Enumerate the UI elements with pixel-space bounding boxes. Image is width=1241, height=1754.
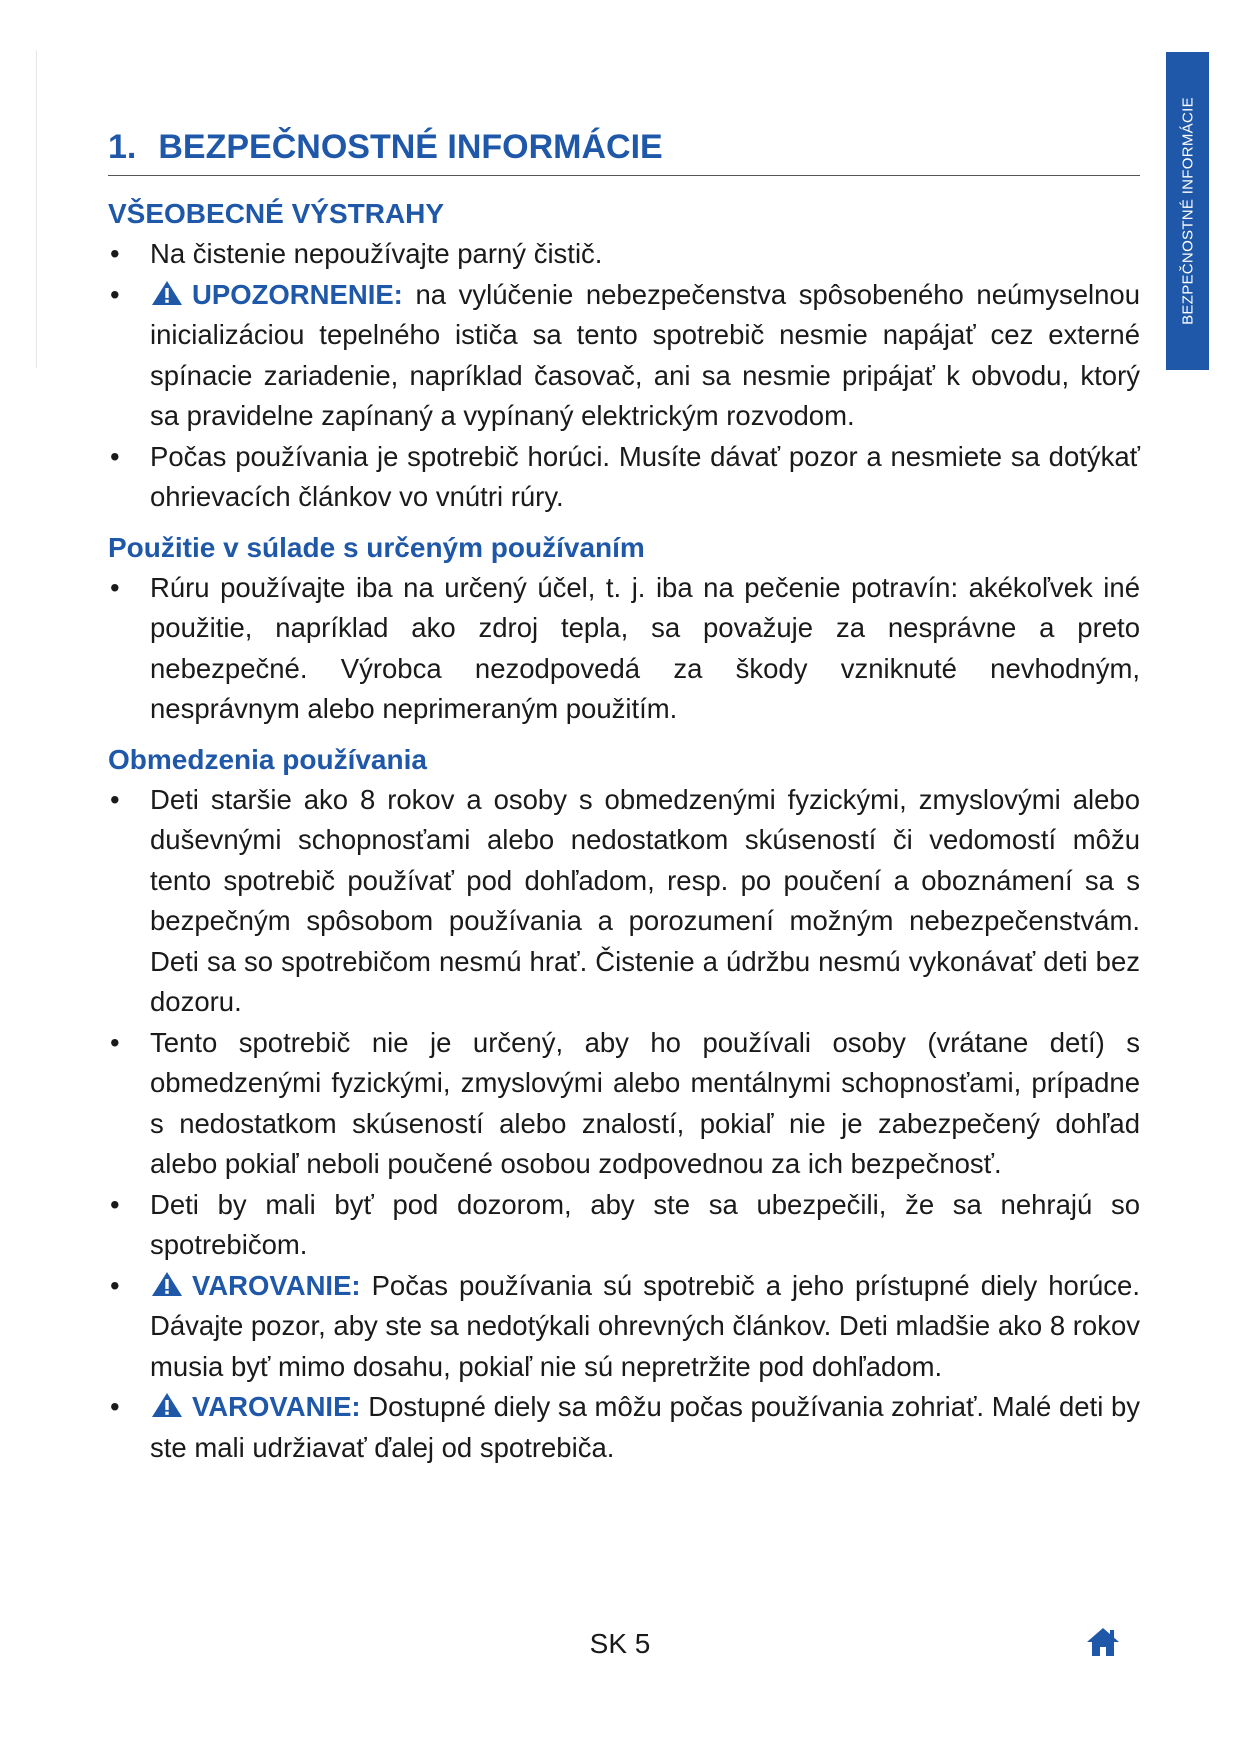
- page-content: [108, 128, 1140, 1468]
- list-item: • Tento spotrebič nie je určený, aby ho používali osoby (vrátane detí) s obmedzenými fyzickými, zmyslovými alebo mentálnymi schopnosťami, prípadne s nedostatkom skúseností alebo znalostí, pokiaľ nie je zabezpečený dohľad alebo pokiaľ neboli poučené osobou zodpovednou za ich bezpečnosť.: [108, 1023, 1140, 1185]
- bullet: •: [110, 783, 120, 815]
- bullet: •: [110, 278, 120, 310]
- warning-triangle-icon: [150, 1270, 184, 1298]
- warning-triangle-icon: [150, 279, 184, 307]
- bullet: •: [110, 1026, 120, 1058]
- warning-label: UPOZORNENIE:: [192, 278, 403, 310]
- section-title-usage-limitations: Obmedzenia používania: [108, 743, 427, 775]
- bullet: •: [110, 440, 120, 472]
- intended-use-list: [108, 568, 1140, 730]
- list-item: • Na čistenie nepoužívajte parný čistič.: [108, 234, 1140, 275]
- warning-triangle-icon: [150, 1391, 184, 1419]
- list-item: • UPOZORNENIE: na vylúčenie nebezpečenstva spôsobeného neúmyselnou inicializáciou tepelného ističa sa tento spotrebič nesmie napájať cez externé spínacie zariadenie, napríklad časovač, ani sa nesmie pripájať k obvodu, ktorý sa pravidelne zapínaný a vypínaný elektrickým rozvodom.: [108, 275, 1140, 437]
- warning-label: VAROVANIE:: [192, 1269, 361, 1301]
- page-number: SK 5: [589, 1628, 651, 1659]
- list-item: • Počas používania je spotrebič horúci. Musíte dávať pozor a nesmiete sa dotýkať ohrievacích článkov vo vnútri rúry.: [108, 437, 1140, 518]
- list-item: • VAROVANIE: Dostupné diely sa môžu počas používania zohriať. Malé deti by ste mali udržiavať ďalej od spotrebiča.: [108, 1387, 1140, 1468]
- list-item: • Deti by mali byť pod dozorom, aby ste sa ubezpečili, že sa nehrajú so spotrebičom.: [108, 1185, 1140, 1266]
- chapter-title-text: BEZPEČNOSTNÉ INFORMÁCIE: [158, 128, 663, 166]
- bullet: •: [110, 238, 120, 269]
- list-item: • Deti staršie ako 8 rokov a osoby s obmedzenými fyzickými, zmyslovými alebo duševnými schopnosťami alebo nedostatkom skúseností či vedomostí môžu tento spotrebič používať pod dohľadom, resp. po poučení a oboznámení sa s bezpečným spôsobom používania a porozumení možným nebezpečenstvám. Deti sa so spotrebičom nesmú hrať. Čistenie a údržbu nesmú vykonávať deti bez dozoru.: [108, 780, 1140, 1023]
- side-tab-label: BEZPEČNOSTNÉ INFORMÁCIE: [1179, 97, 1196, 325]
- section-title-intended-use: Použitie v súlade s určeným používaním: [108, 531, 645, 563]
- bullet: •: [110, 1269, 120, 1301]
- home-icon[interactable]: [1085, 1625, 1121, 1659]
- warning-label: VAROVANIE:: [192, 1391, 361, 1422]
- usage-limitations-list: [108, 780, 1140, 1469]
- left-margin-rule: [36, 50, 37, 368]
- chapter-number: 1.: [108, 128, 137, 166]
- bullet: •: [110, 571, 120, 603]
- section-title-general-warnings: VŠEOBECNÉ VÝSTRAHY: [108, 198, 445, 229]
- bullet: •: [110, 1391, 120, 1422]
- list-item: • Rúru používajte iba na určený účel, t. j. iba na pečenie potravín: akékoľvek iné použitie, napríklad ako zdroj tepla, sa považuje za nesprávne a preto nebezpečné. Výrobca nezodpovedá za škody vzniknuté nevhodným, nesprávnym alebo neprimeraným použitím.: [108, 568, 1140, 730]
- list-item: • VAROVANIE: Počas používania sú spotrebič a jeho prístupné diely horúce. Dávajte pozor, aby ste sa nedotýkali ohrevných článkov. Deti mladšie ako 8 rokov musia byť mimo dosahu, pokiaľ nie sú nepretržite pod dohľadom.: [108, 1266, 1140, 1388]
- bullet: •: [110, 1188, 120, 1220]
- general-warnings-list: [108, 234, 1140, 518]
- side-section-tab[interactable]: [1166, 52, 1209, 370]
- chapter-title: [108, 128, 1140, 176]
